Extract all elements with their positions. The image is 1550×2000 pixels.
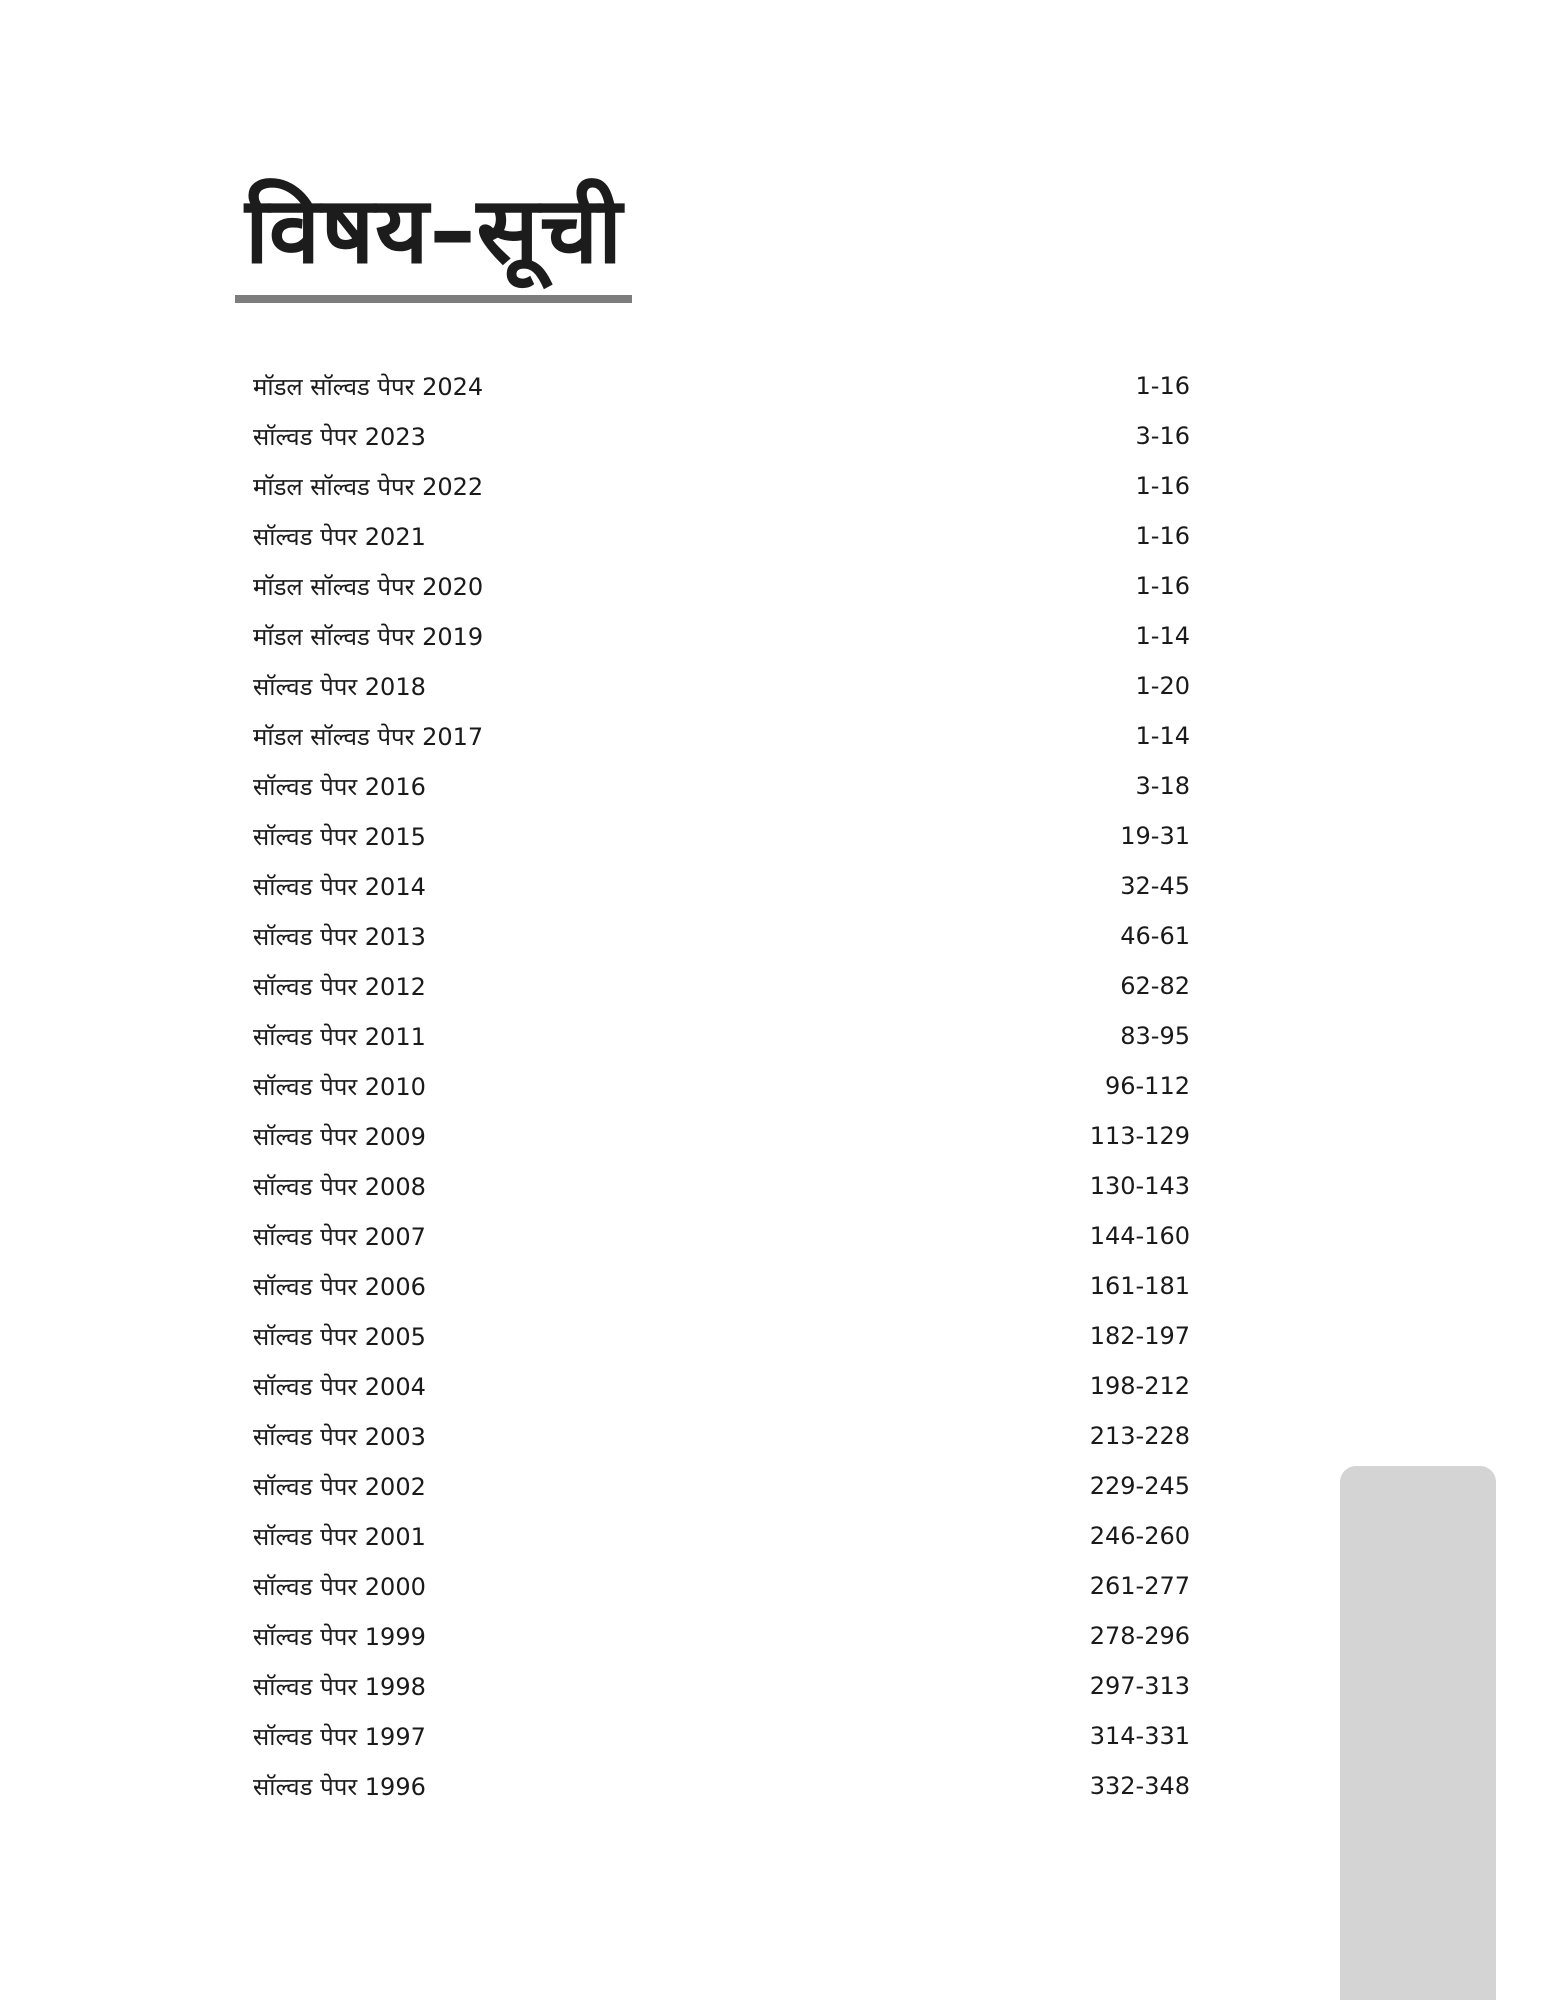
toc-entry[interactable] <box>253 711 1190 761</box>
toc-entry[interactable] <box>253 611 1190 661</box>
toc-entry[interactable] <box>253 1011 1190 1061</box>
toc-entry-label: सॉल्वड पेपर 1999 <box>253 1622 426 1651</box>
toc-entry[interactable] <box>253 411 1190 461</box>
toc-entry[interactable] <box>253 1161 1190 1211</box>
toc-entry-label: सॉल्वड पेपर 2023 <box>253 422 426 451</box>
toc-entry-label: सॉल्वड पेपर 2002 <box>253 1472 426 1501</box>
toc-entry-pages: 182-197 <box>1089 1322 1190 1350</box>
toc-entry[interactable] <box>253 911 1190 961</box>
toc-entry[interactable] <box>253 361 1190 411</box>
table-of-contents <box>253 361 1190 1811</box>
toc-entry[interactable] <box>253 761 1190 811</box>
toc-entry[interactable] <box>253 961 1190 1011</box>
toc-entry[interactable] <box>253 661 1190 711</box>
toc-entry-label: सॉल्वड पेपर 2021 <box>253 522 426 551</box>
toc-entry[interactable] <box>253 511 1190 561</box>
toc-entry-label: मॉडल सॉल्वड पेपर 2022 <box>253 472 484 501</box>
toc-entry-label: सॉल्वड पेपर 1997 <box>253 1722 426 1751</box>
toc-entry-pages: 1-16 <box>1135 572 1190 600</box>
toc-entry-label: सॉल्वड पेपर 2016 <box>253 772 426 801</box>
toc-entry-pages: 1-16 <box>1135 522 1190 550</box>
toc-entry[interactable] <box>253 1611 1190 1661</box>
toc-entry[interactable] <box>253 461 1190 511</box>
toc-entry[interactable] <box>253 1261 1190 1311</box>
toc-entry[interactable] <box>253 1511 1190 1561</box>
toc-entry-label: सॉल्वड पेपर 2012 <box>253 972 426 1001</box>
toc-entry-pages: 246-260 <box>1089 1522 1190 1550</box>
toc-entry-label: सॉल्वड पेपर 1996 <box>253 1772 426 1801</box>
toc-entry-label: मॉडल सॉल्वड पेपर 2024 <box>253 372 484 401</box>
toc-entry-label: सॉल्वड पेपर 2008 <box>253 1172 426 1201</box>
toc-entry-pages: 83-95 <box>1120 1022 1190 1050</box>
toc-entry-pages: 1-16 <box>1135 472 1190 500</box>
toc-entry-label: सॉल्वड पेपर 2007 <box>253 1222 426 1251</box>
toc-entry-label: सॉल्वड पेपर 2015 <box>253 822 426 851</box>
toc-entry[interactable] <box>253 1711 1190 1761</box>
toc-entry-label: सॉल्वड पेपर 2004 <box>253 1372 426 1401</box>
toc-entry[interactable] <box>253 1361 1190 1411</box>
toc-entry-pages: 229-245 <box>1089 1472 1190 1500</box>
toc-entry-pages: 130-143 <box>1089 1172 1190 1200</box>
toc-entry-pages: 3-18 <box>1135 772 1190 800</box>
toc-entry-pages: 198-212 <box>1089 1372 1190 1400</box>
toc-entry-label: सॉल्वड पेपर 2011 <box>253 1022 426 1051</box>
toc-entry[interactable] <box>253 1461 1190 1511</box>
toc-entry-label: सॉल्वड पेपर 2005 <box>253 1322 426 1351</box>
toc-entry-pages: 144-160 <box>1089 1222 1190 1250</box>
toc-entry[interactable] <box>253 861 1190 911</box>
toc-entry-label: सॉल्वड पेपर 2001 <box>253 1522 426 1551</box>
toc-entry-label: मॉडल सॉल्वड पेपर 2017 <box>253 722 484 751</box>
toc-entry-label: मॉडल सॉल्वड पेपर 2019 <box>253 622 484 651</box>
toc-entry-label: सॉल्वड पेपर 2018 <box>253 672 426 701</box>
toc-entry-pages: 19-31 <box>1120 822 1190 850</box>
toc-entry-pages: 1-14 <box>1135 622 1190 650</box>
toc-entry-pages: 161-181 <box>1089 1272 1190 1300</box>
toc-entry-label: सॉल्वड पेपर 2010 <box>253 1072 426 1101</box>
toc-entry[interactable] <box>253 1761 1190 1811</box>
toc-entry-pages: 213-228 <box>1089 1422 1190 1450</box>
toc-entry[interactable] <box>253 1411 1190 1461</box>
toc-entry-label: सॉल्वड पेपर 2000 <box>253 1572 426 1601</box>
toc-entry[interactable] <box>253 811 1190 861</box>
toc-entry-pages: 1-20 <box>1135 672 1190 700</box>
toc-entry-pages: 46-61 <box>1120 922 1190 950</box>
toc-entry-pages: 297-313 <box>1089 1672 1190 1700</box>
toc-entry-pages: 32-45 <box>1120 872 1190 900</box>
toc-entry-pages: 261-277 <box>1089 1572 1190 1600</box>
toc-entry-pages: 332-348 <box>1089 1772 1190 1800</box>
toc-entry-label: सॉल्वड पेपर 2003 <box>253 1422 426 1451</box>
toc-entry-pages: 278-296 <box>1089 1622 1190 1650</box>
toc-entry-pages: 113-129 <box>1089 1122 1190 1150</box>
toc-entry[interactable] <box>253 1211 1190 1261</box>
toc-entry-pages: 96-112 <box>1104 1072 1190 1100</box>
toc-entry-pages: 62-82 <box>1120 972 1190 1000</box>
side-thumb-tab <box>1340 1466 1496 2000</box>
toc-entry-label: सॉल्वड पेपर 1998 <box>253 1672 426 1701</box>
page-title: विषय–सूची <box>245 177 623 284</box>
title-underline <box>235 295 632 303</box>
toc-entry-pages: 314-331 <box>1089 1722 1190 1750</box>
toc-entry[interactable] <box>253 561 1190 611</box>
toc-entry-label: मॉडल सॉल्वड पेपर 2020 <box>253 572 484 601</box>
toc-entry-pages: 1-16 <box>1135 372 1190 400</box>
toc-entry-label: सॉल्वड पेपर 2006 <box>253 1272 426 1301</box>
toc-entry[interactable] <box>253 1661 1190 1711</box>
toc-entry-label: सॉल्वड पेपर 2014 <box>253 872 426 901</box>
toc-entry[interactable] <box>253 1311 1190 1361</box>
toc-entry-label: सॉल्वड पेपर 2009 <box>253 1122 426 1151</box>
toc-entry-pages: 3-16 <box>1135 422 1190 450</box>
toc-entry-label: सॉल्वड पेपर 2013 <box>253 922 426 951</box>
toc-entry[interactable] <box>253 1561 1190 1611</box>
toc-entry[interactable] <box>253 1061 1190 1111</box>
toc-entry[interactable] <box>253 1111 1190 1161</box>
toc-entry-pages: 1-14 <box>1135 722 1190 750</box>
